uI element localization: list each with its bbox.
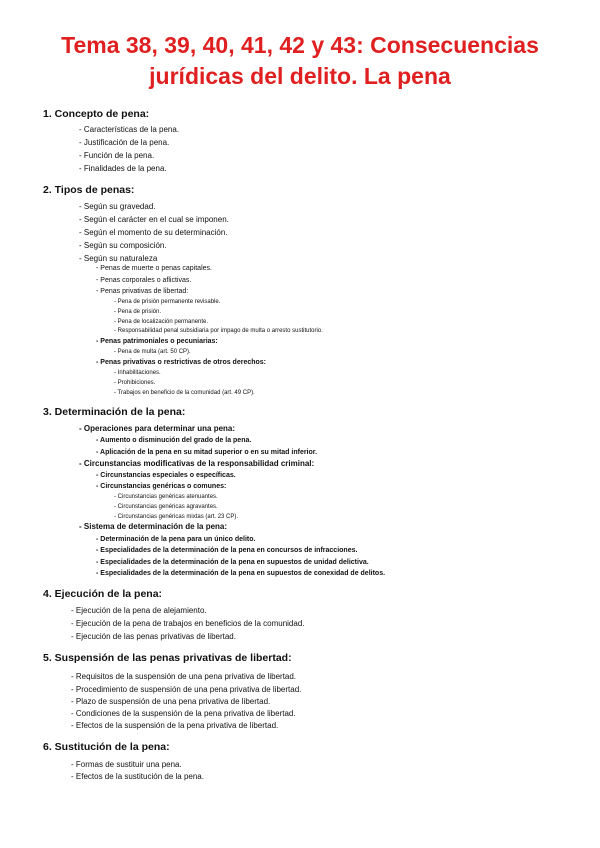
list-item: - Condiciones de la suspensión de la pena privativa de libertad. (71, 709, 296, 718)
list-item: - Pena de localización permanente. (114, 319, 209, 325)
list-item: - Circunstancias genéricas o comunes: (96, 483, 227, 490)
list-item: - Ejecución de la pena de trabajos en beneficios de la comunidad. (71, 619, 305, 628)
list-item: - Ejecución de las penas privativas de libertad. (71, 632, 236, 641)
section-heading-concepto: 1. Concepto de pena: (43, 108, 150, 120)
list-item: - Circunstancias especiales o específicas. (96, 472, 236, 479)
section-heading-sustitucion: 6. Sustitución de la pena: (43, 741, 170, 753)
list-item: - Pena de prisión. (114, 309, 162, 315)
list-item: - Pena de multa (art. 50 CP). (114, 349, 191, 355)
list-item: - Plazo de suspensión de una pena privativa de libertad. (71, 697, 271, 706)
list-item: - Características de la pena. (79, 125, 180, 134)
list-item: - Penas privativas o restrictivas de otros derechos: (96, 359, 267, 366)
list-item: - Especialidades de la determinación de la pena en supuestos de unidad delictiva. (96, 559, 369, 566)
list-item: - Responsabilidad penal subsidiaria por impago de multa o arresto sustitutorio. (114, 328, 323, 334)
list-item: - Penas corporales o aflictivas. (96, 277, 192, 284)
list-item: - Inhabilitaciones. (114, 370, 161, 376)
list-item: - Sistema de determinación de la pena: (79, 522, 228, 531)
section-heading-suspension: 5. Suspensión de las penas privativas de libertad: (43, 652, 292, 664)
list-item: - Aumento o disminución del grado de la pena. (96, 437, 252, 444)
list-item: - Circunstancias genéricas atenuantes. (114, 494, 218, 500)
list-item: - Penas de muerte o penas capitales. (96, 265, 212, 272)
list-item: - Pena de prisión permanente revisable. (114, 299, 221, 305)
list-item: - Justificación de la pena. (79, 138, 170, 147)
list-item: - Determinación de la pena para un único delito. (96, 536, 256, 543)
list-item: - Función de la pena. (79, 151, 155, 160)
list-item: - Efectos de la sustitución de la pena. (71, 772, 204, 781)
list-item: - Prohibiciones. (114, 380, 156, 386)
list-item: - Efectos de la suspensión de la pena privativa de libertad. (71, 721, 279, 730)
page-title: Tema 38, 39, 40, 41, 42 y 43: Consecuencias jurídicas del delito. La pena (61, 32, 539, 89)
list-item: - Requisitos de la suspensión de una pena privativa de libertad. (71, 672, 297, 681)
list-item: - Penas privativas de libertad: (96, 288, 189, 295)
list-item: - Penas patrimoniales o pecuniarias: (96, 338, 218, 345)
section-heading-ejecucion: 4. Ejecución de la pena: (43, 588, 163, 600)
list-item: - Procedimiento de suspensión de una pena privativa de libertad. (71, 685, 302, 694)
list-item: - Trabajos en beneficio de la comunidad (art. 49 CP). (114, 390, 255, 396)
list-item: - Ejecución de la pena de alejamiento. (71, 606, 207, 615)
list-item: - Operaciones para determinar una pena: (79, 424, 236, 433)
list-item: - Según su naturaleza (79, 254, 158, 263)
list-item: - Circunstancias genéricas mixtas (art. 23 CP). (114, 514, 239, 520)
list-item: - Aplicación de la pena en su mitad superior o en su mitad inferior. (96, 449, 318, 456)
list-item: - Especialidades de la determinación de la pena en concursos de infracciones. (96, 547, 358, 554)
list-item: - Según el carácter en el cual se imponen. (79, 215, 229, 224)
list-item: - Según su composición. (79, 241, 167, 250)
list-item: - Según su gravedad. (79, 202, 156, 211)
section-heading-tipos: 2. Tipos de penas: (43, 184, 135, 196)
list-item: - Especialidades de la determinación de la pena en supuestos de conexidad de delitos. (96, 570, 386, 577)
list-item: - Circunstancias modificativas de la responsabilidad criminal: (79, 459, 315, 468)
list-item: - Finalidades de la pena. (79, 164, 167, 173)
list-item: - Según el momento de su determinación. (79, 228, 228, 237)
list-item: - Circunstancias genéricas agravantes. (114, 504, 218, 510)
section-heading-determinacion: 3. Determinación de la pena: (43, 406, 186, 418)
list-item: - Formas de sustituir una pena. (71, 760, 182, 769)
